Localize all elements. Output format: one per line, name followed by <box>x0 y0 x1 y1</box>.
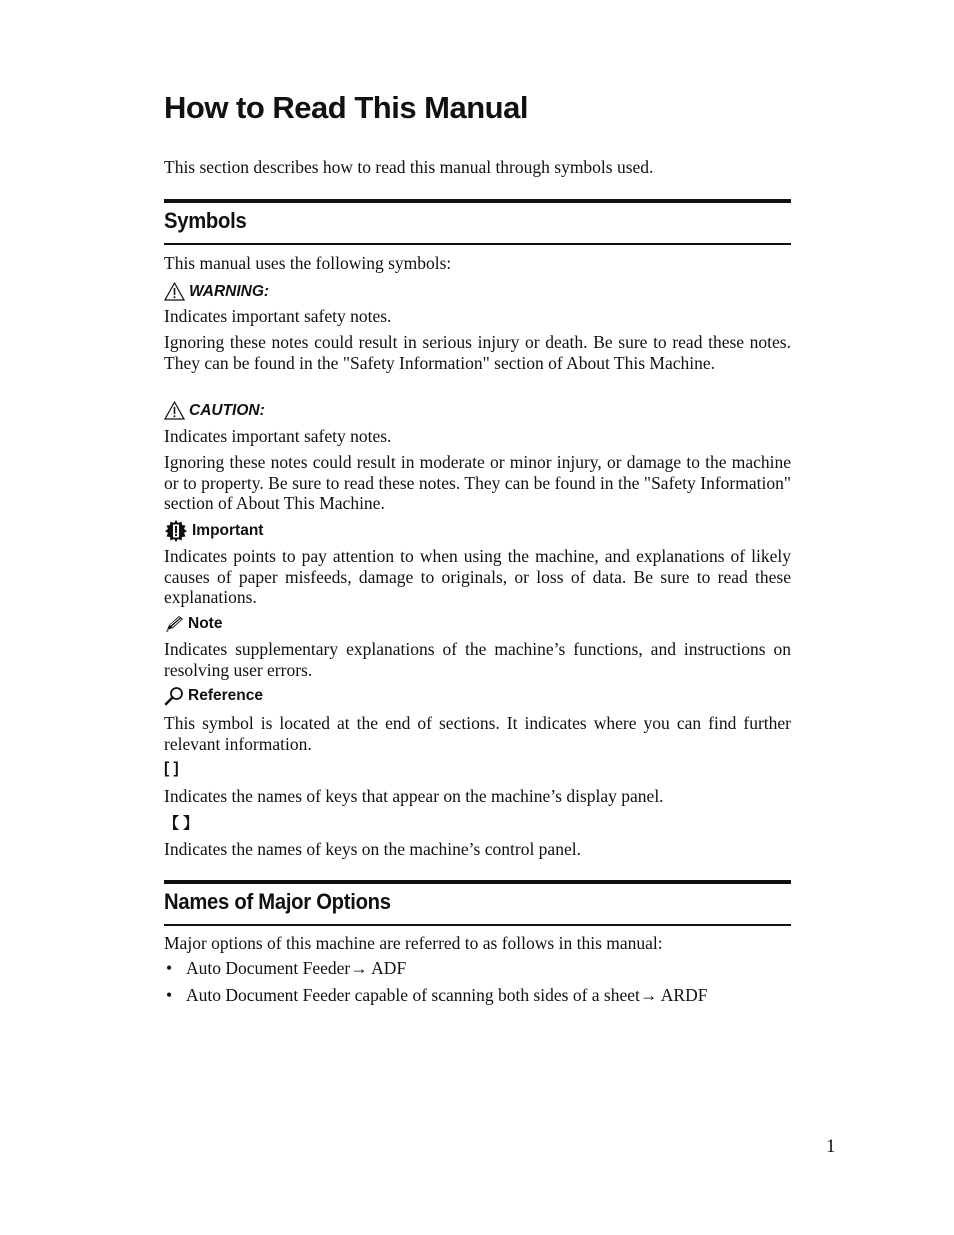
bullet: • <box>166 958 173 978</box>
caution-triangle-icon <box>164 401 185 420</box>
option-text: Auto Document Feeder→ ADF <box>186 958 407 978</box>
options-top-rule <box>164 880 791 884</box>
options-bottom-rule <box>164 924 791 926</box>
section-top-rule <box>164 199 791 203</box>
symbols-heading: Symbols <box>164 208 247 233</box>
note-text: Indicates supplementary explanations of the machine’s functions, and instructions on resolving user errors. <box>164 639 791 680</box>
symbols-intro: This manual uses the following symbols: <box>164 253 452 273</box>
magnifier-icon <box>164 686 184 706</box>
warning-line2: Ignoring these notes could result in serious injury or death. Be sure to read these notes. They can be found in the "Safety Information" section of About This Machine. <box>164 332 791 373</box>
square-brackets-symbol: [ ] <box>164 760 179 777</box>
reference-text: This symbol is located at the end of sections. It indicates where you can find further relevant information. <box>164 713 791 754</box>
warning-label-row <box>164 282 269 301</box>
options-intro: Major options of this machine are referred to as follows in this manual: <box>164 933 663 953</box>
warning-line1: Indicates important safety notes. <box>164 306 392 326</box>
lenticular-brackets-text: Indicates the names of keys on the machine’s control panel. <box>164 839 581 859</box>
square-brackets-row <box>164 760 179 778</box>
list-item <box>164 985 791 1006</box>
caution-line2: Ignoring these notes could result in moderate or minor injury, or damage to the machine or to property. Be sure to read these notes. They can be found in the "Safety Information" section of About This Machine. <box>164 452 791 513</box>
list-item <box>164 958 791 979</box>
warning-label: WARNING: <box>189 282 270 300</box>
caution-label: CAUTION: <box>189 401 265 419</box>
important-text: Indicates points to pay attention to when using the machine, and explanations of likely causes of paper misfeeds, damage to originals, or loss of data. Be sure to read these explanations. <box>164 546 791 607</box>
reference-label-row <box>164 686 263 706</box>
note-label-row <box>164 615 222 633</box>
section-bottom-rule <box>164 243 791 245</box>
page-title: How to Read This Manual <box>164 90 528 125</box>
important-label-row <box>164 519 263 543</box>
options-heading: Names of Major Options <box>164 889 391 914</box>
warning-triangle-icon <box>164 282 185 301</box>
note-label: Note <box>188 615 223 632</box>
important-label: Important <box>192 522 264 539</box>
important-badge-icon <box>164 519 188 543</box>
pencil-icon <box>164 615 184 633</box>
intro-text: This section describes how to read this manual through symbols used. <box>164 157 654 177</box>
options-list <box>164 958 791 1011</box>
lenticular-brackets-row <box>164 812 198 833</box>
square-brackets-text: Indicates the names of keys that appear on the machine’s display panel. <box>164 786 664 806</box>
bullet: • <box>166 984 173 1005</box>
lenticular-brackets-symbol: 【 】 <box>164 815 199 832</box>
reference-label: Reference <box>188 687 263 704</box>
page-number: 1 <box>826 1136 836 1157</box>
caution-label-row <box>164 401 265 420</box>
option-text: Auto Document Feeder capable of scanning both sides of a sheet→ ARDF <box>186 984 708 1005</box>
caution-line1: Indicates important safety notes. <box>164 426 392 446</box>
